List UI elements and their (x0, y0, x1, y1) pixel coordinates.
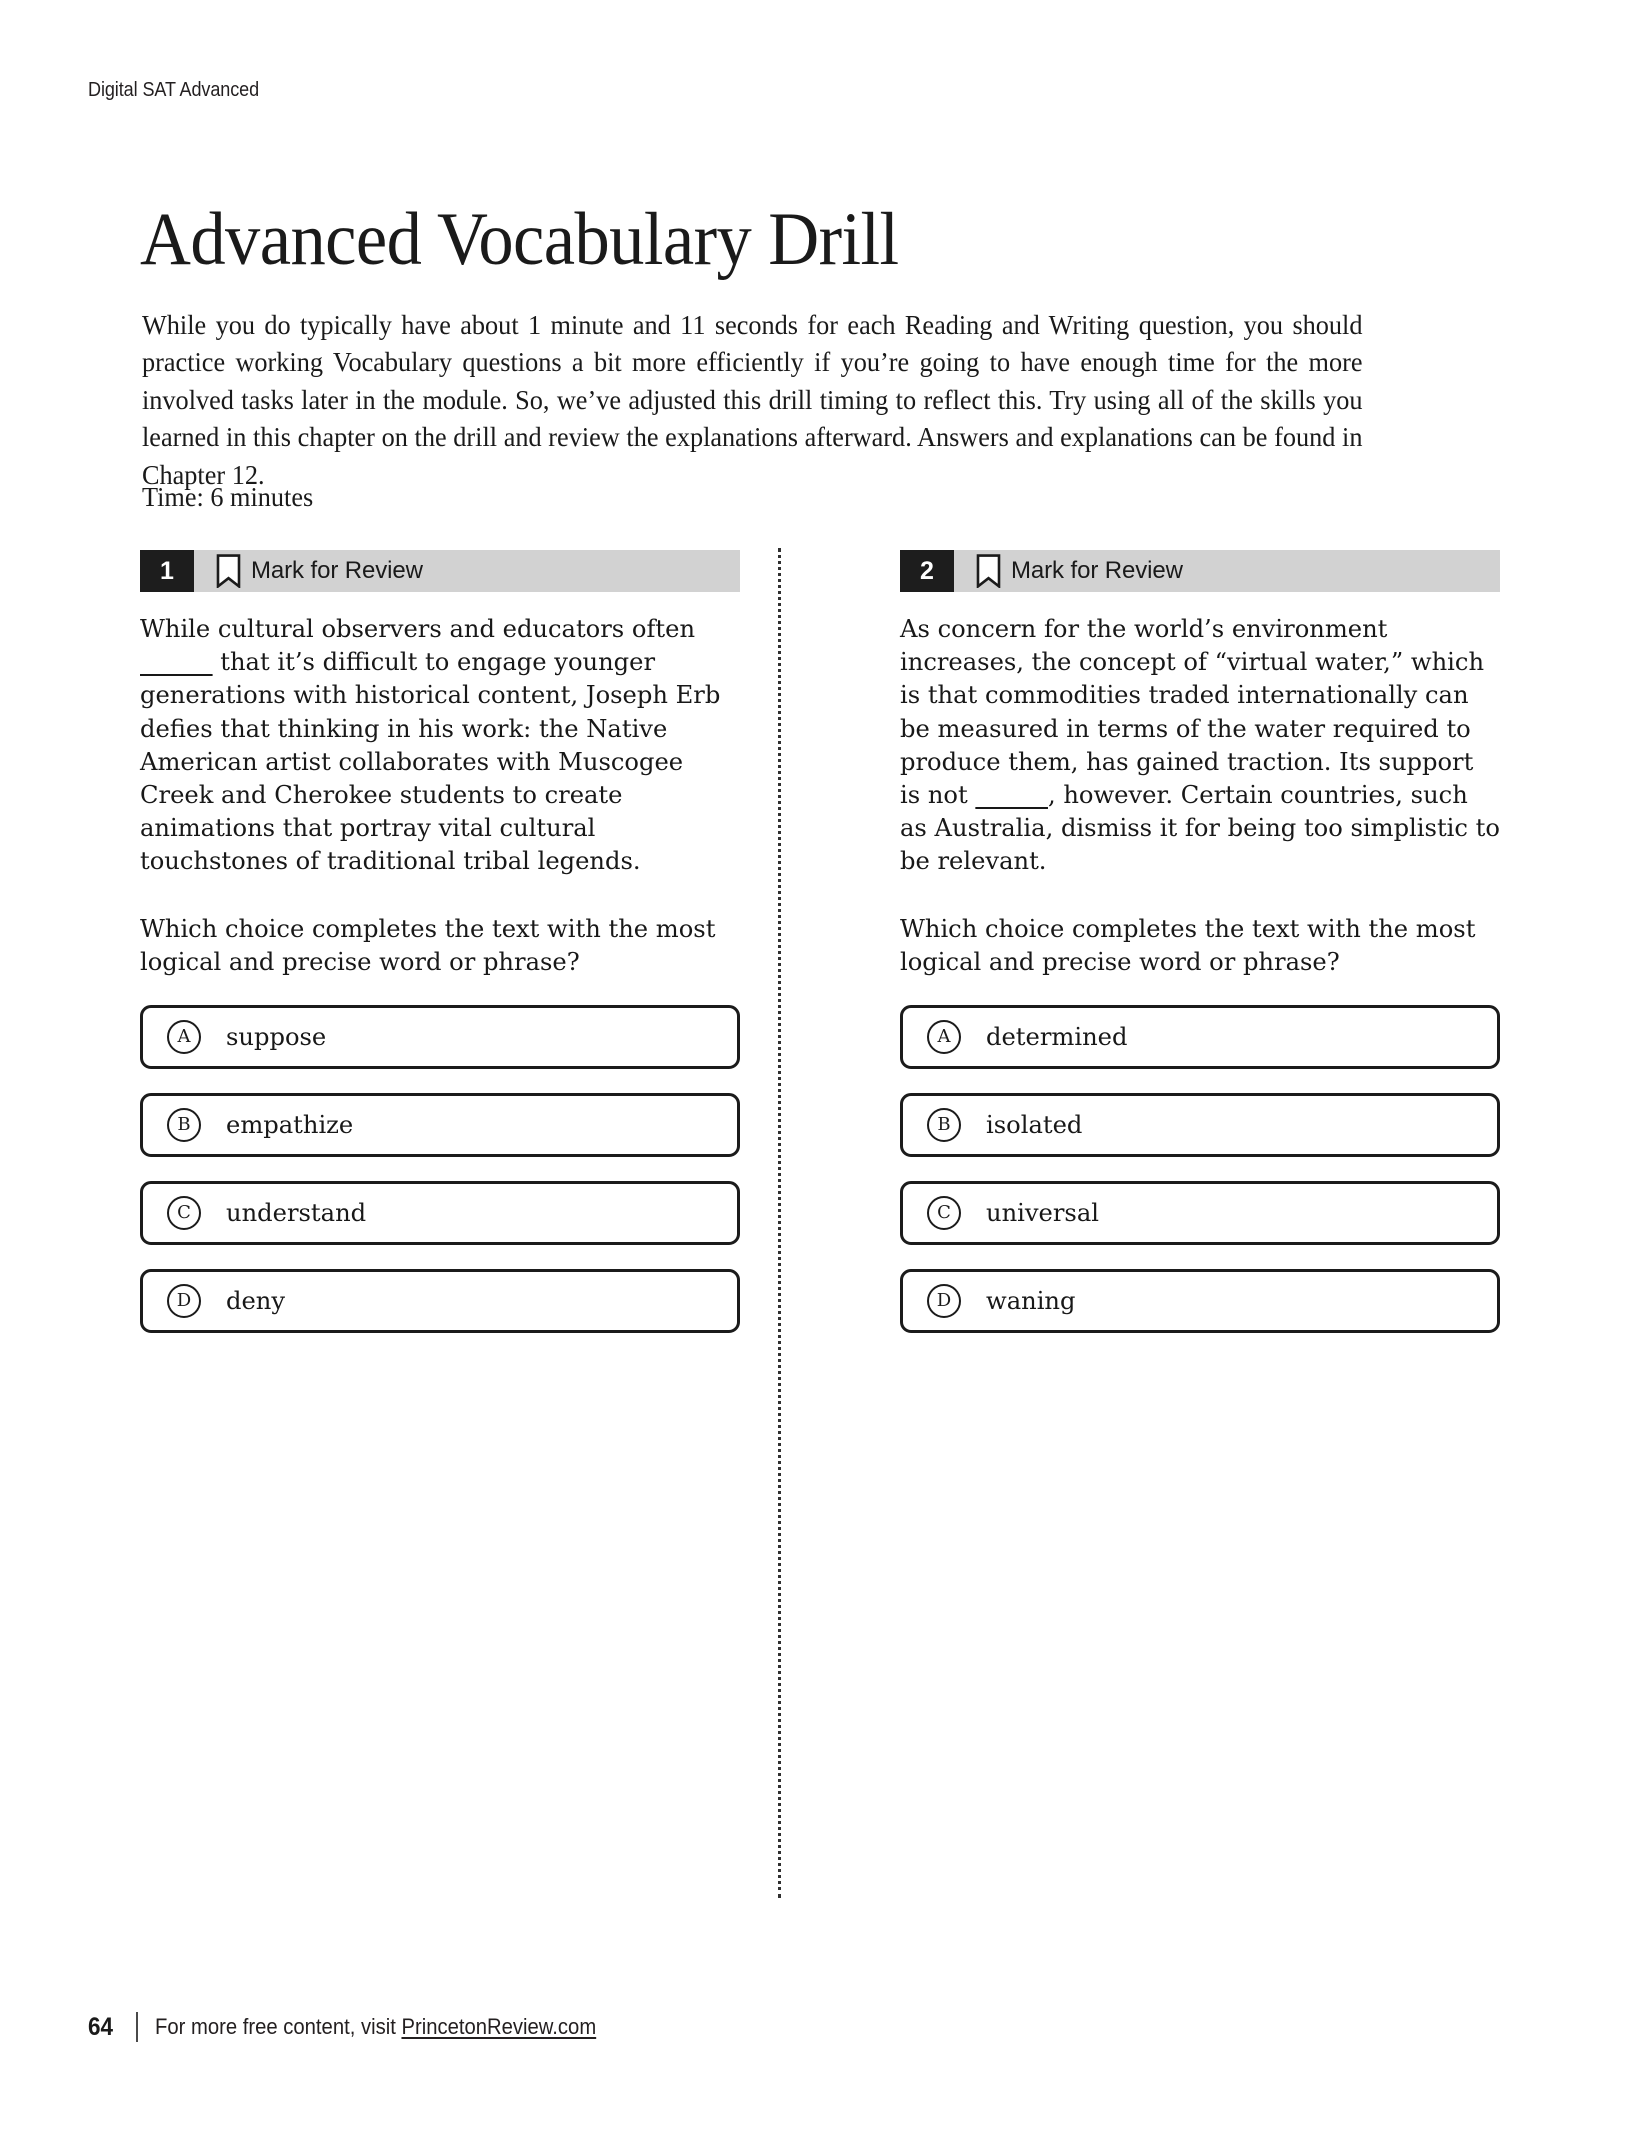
choice-letter-a: A (167, 1020, 201, 1054)
running-head: Digital SAT Advanced (88, 78, 260, 101)
choice-letter-b: B (167, 1108, 201, 1142)
question-number-badge: 2 (900, 550, 954, 592)
choice-text-c: understand (226, 1199, 367, 1228)
choice-letter-a: A (927, 1020, 961, 1054)
question-column-2 (900, 550, 1500, 1357)
intro-paragraph: While you do typically have about 1 minute and 11 seconds for each Reading and Writing question, you should practice working Vocabulary questions a bit more efficiently if you’re going to have enough time for the more involved tasks later in the module. So, we’ve adjusted this drill timing to reflect this. Try using all of the skills you learned in this chapter on the drill and review the explanations afterward. Answers and explanations can be found in Chapter 12. (142, 308, 1363, 490)
footer-divider (136, 2012, 138, 2042)
princeton-review-link[interactable]: PrincetonReview.com (401, 2014, 596, 2039)
mark-for-review-label: Mark for Review (1011, 557, 1183, 584)
answer-choice-d[interactable] (140, 1269, 740, 1333)
page-footer (88, 2012, 645, 2042)
answer-choice-b[interactable] (140, 1093, 740, 1157)
question-header-2 (900, 550, 1500, 592)
question-number-badge: 1 (140, 550, 194, 592)
choice-letter-c: C (927, 1196, 961, 1230)
passage-text-part-2: that it’s difficult to engage younger generations with historical content, Joseph Erb defies that thinking in his work: the Native American artist collaborates with Muscogee Creek and Cherokee students to create animations that portray vital cultural touchstones of traditional tribal legends. (140, 648, 721, 876)
choice-letter-d: D (167, 1284, 201, 1318)
question-passage-2 (900, 613, 1500, 879)
page-title: Advanced Vocabulary Drill (140, 198, 899, 282)
answer-choice-a[interactable] (140, 1005, 740, 1069)
passage-text-part-2: , however. Certain countries, such as Australia, dismiss it for being too simplistic to be relevant. (900, 781, 1500, 876)
choice-text-b: isolated (986, 1111, 1083, 1140)
choice-letter-d: D (927, 1284, 961, 1318)
questions-container (140, 550, 1500, 1357)
choice-text-d: deny (226, 1287, 286, 1316)
choice-letter-b: B (927, 1108, 961, 1142)
question-column-1 (140, 550, 740, 1357)
choice-text-b: empathize (226, 1111, 354, 1140)
footer-text (155, 2014, 596, 2040)
drill-timing: Time: 6 minutes (142, 481, 314, 512)
answer-choice-d[interactable] (900, 1269, 1500, 1333)
question-stem-2: Which choice completes the text with the most logical and precise word or phrase? (900, 914, 1476, 976)
question-passage-1 (140, 613, 740, 879)
answer-choice-a[interactable] (900, 1005, 1500, 1069)
answer-choices-2 (900, 1005, 1500, 1333)
question-header-1 (140, 550, 740, 592)
mark-for-review-control[interactable] (954, 550, 1183, 592)
choice-text-a: suppose (226, 1023, 327, 1052)
choice-text-d: waning (986, 1287, 1076, 1316)
question-stem-1: Which choice completes the text with the most logical and precise word or phrase? (140, 914, 716, 976)
footer-text-label: For more free content, visit (154, 2014, 402, 2039)
mark-for-review-label: Mark for Review (251, 557, 423, 584)
answer-choices-1 (140, 1005, 740, 1333)
passage-text-part-1: As concern for the world’s environment increases, the concept of “virtual water,” which is that commodities traded internationally can be measured in terms of the water required to produce them, has gained traction. Its support is not (900, 615, 1485, 810)
answer-blank: ______ (975, 781, 1048, 810)
bookmark-icon (976, 554, 1001, 588)
answer-choice-c[interactable] (140, 1181, 740, 1245)
choice-text-c: universal (986, 1199, 1100, 1228)
answer-choice-c[interactable] (900, 1181, 1500, 1245)
passage-text-part-1: While cultural observers and educators often (140, 615, 696, 643)
answer-blank: ______ (140, 648, 213, 677)
answer-choice-b[interactable] (900, 1093, 1500, 1157)
mark-for-review-control[interactable] (194, 550, 423, 592)
page-number: 64 (88, 2012, 114, 2041)
choice-letter-c: C (167, 1196, 201, 1230)
bookmark-icon (216, 554, 241, 588)
choice-text-a: determined (986, 1023, 1128, 1052)
